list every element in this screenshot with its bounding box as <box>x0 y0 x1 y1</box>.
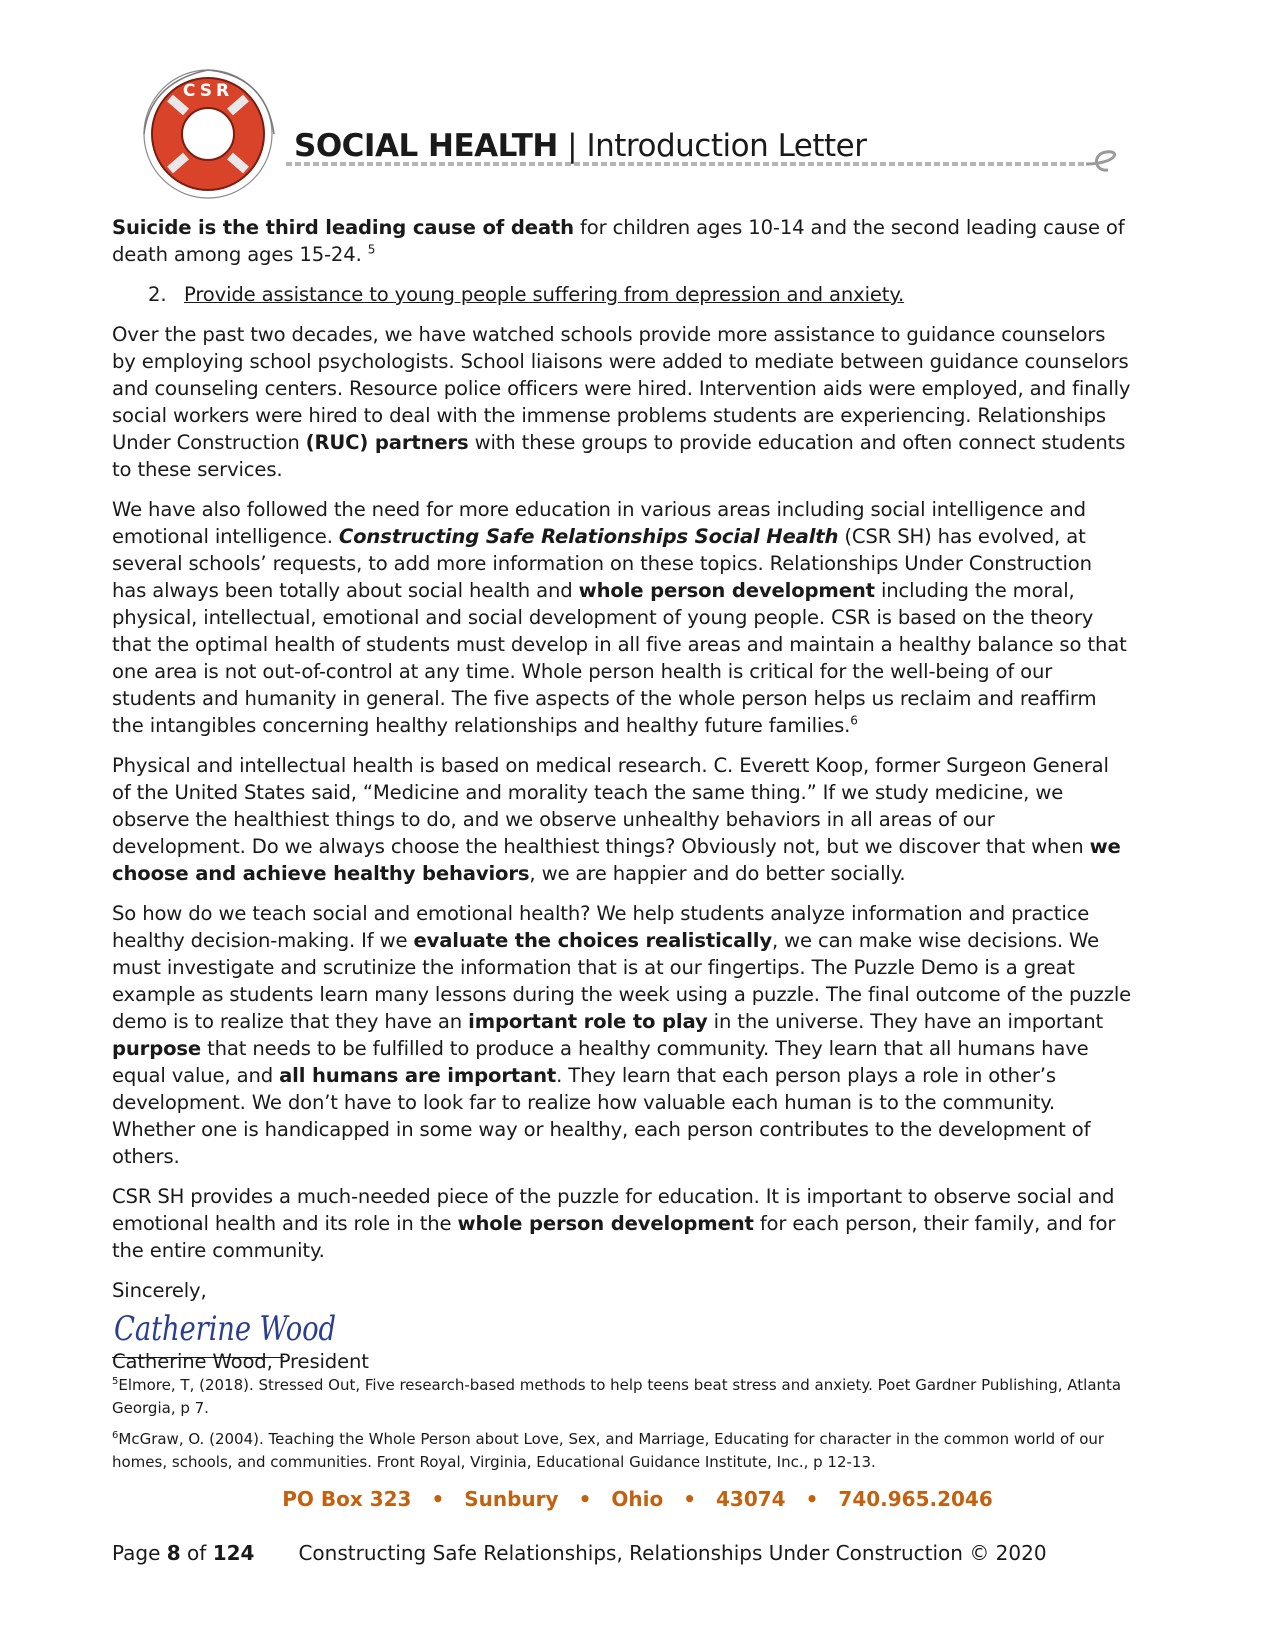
paragraph-text: that needs to be fulfilled to produce a healthy community. They learn that all humans have equal value, and <box>112 1037 1089 1087</box>
bullet-separator: • <box>683 1487 697 1511</box>
footnote-number: 5 <box>112 1376 119 1387</box>
title-rest: Introduction Letter <box>586 128 867 164</box>
paragraph-text: . They learn that each person plays a role in other’s development. We don’t have to look far to realize how valuable each human is to the community. Whether one is handicapped in some way or healthy, each person contributes to the development of others. <box>112 1064 1091 1168</box>
paragraph-text: for each person, their family, and for the entire community. <box>112 1212 1116 1262</box>
rope-divider <box>286 158 1124 188</box>
bold-text: purpose <box>112 1037 202 1060</box>
total-pages: 124 <box>212 1541 255 1565</box>
footnote-text: McGraw, O. (2004). Teaching the Whole Person about Love, Sex, and Marriage, Educating for character in the common world of our homes, schools, and communities. Front Royal, Virginia, Educational Guidance Institute, Inc., p 12-13. <box>112 1430 1105 1471</box>
bold-italic-text: Constructing Safe Relationships Social Health <box>338 525 839 548</box>
bold-text: Suicide is the third leading cause of death <box>112 216 574 239</box>
paragraph-teach <box>112 900 1132 1170</box>
contact-state: Ohio <box>611 1487 664 1511</box>
letter-body <box>112 214 1132 1375</box>
contact-po-box: PO Box 323 <box>282 1487 412 1511</box>
contact-city: Sunbury <box>464 1487 559 1511</box>
life-ring-logo <box>136 62 286 202</box>
list-text: Provide assistance to young people suffering from depression and anxiety. <box>184 283 905 306</box>
bullet-separator: • <box>431 1487 445 1511</box>
signature-text: Catherine Wood <box>114 1309 336 1349</box>
paragraph-text: (CSR SH) has evolved, at several schools’ requests, to add more information on these topics. Relationships Under Construction has always been totally about social health and <box>112 525 1092 602</box>
contact-phone: 740.965.2046 <box>838 1487 993 1511</box>
copyright: Constructing Safe Relationships, Relationships Under Construction © 2020 <box>298 1541 1047 1565</box>
footnote-ref: 6 <box>850 713 858 728</box>
handwritten-signature <box>112 1298 342 1354</box>
page-label: Page <box>112 1541 167 1565</box>
paragraph-text: including the moral, physical, intellectual, emotional and social development of young people. CSR is based on the theory that the optimal health of students must develop in all five areas and maintain a healthy balance so that one area is not out-of-control at any time. Whole person health is critical for the well-being of our students and humanity in general. The five aspects of the whole person helps us reclaim and reaffirm the intangibles concerning healthy relationships and healthy future families. <box>112 579 1127 737</box>
page-header <box>136 62 1146 202</box>
bullet-separator: • <box>805 1487 819 1511</box>
footnote-ref: 5 <box>367 242 376 257</box>
contact-bar <box>0 1487 1275 1511</box>
bold-text: important role to play <box>468 1010 708 1033</box>
footnote-text: Elmore, T, (2018). Stressed Out, Five research-based methods to help teens beat stress and anxiety. Poet Gardner Publishing, Atlanta Georgia, p 7. <box>112 1376 1122 1417</box>
list-item <box>112 281 1132 308</box>
paragraph-education <box>112 496 1132 739</box>
title-strong: SOCIAL HEALTH <box>294 128 558 164</box>
paragraph-text: CSR SH provides a much-needed piece of the puzzle for education. It is important to observe social and emotional health and its role in the <box>112 1185 1115 1235</box>
bold-text: (RUC) partners <box>305 431 469 454</box>
paragraph-text: in the universe. They have an important <box>707 1010 1104 1033</box>
list-number: 2. <box>148 283 167 306</box>
paragraph-text: for children ages 10-14 and the second leading cause of death among ages 15-24. <box>112 216 1125 266</box>
of-label: of <box>180 1541 213 1565</box>
footnote-number: 6 <box>112 1430 119 1441</box>
footnote-5 <box>112 1374 1132 1420</box>
paragraph-physical <box>112 752 1132 887</box>
bullet-separator: • <box>578 1487 592 1511</box>
footnote-divider <box>112 1357 284 1358</box>
bold-text: we choose and achieve healthy behaviors <box>112 835 1121 885</box>
footnotes <box>112 1374 1132 1482</box>
paragraph-text: with these groups to provide education and often connect students to these services. <box>112 431 1126 481</box>
page-number: 8 <box>166 1541 181 1565</box>
signer-name: Catherine Wood, President <box>112 1350 369 1373</box>
logo-text: CSR <box>182 81 234 101</box>
paragraph-text: So how do we teach social and emotional health? We help students analyze information and practice healthy decision-making. If we <box>112 902 1090 952</box>
contact-zip: 43074 <box>716 1487 786 1511</box>
bold-text: whole person development <box>578 579 875 602</box>
paragraph-text: We have also followed the need for more education in various areas including social intelligence and emotional intelligence. <box>112 498 1086 548</box>
bold-text: evaluate the choices realistically <box>413 929 772 952</box>
bold-text: all humans are important <box>279 1064 557 1087</box>
footnote-6 <box>112 1428 1132 1474</box>
closing: Sincerely, <box>112 1279 207 1302</box>
title-separator: | <box>557 128 587 164</box>
paragraph-text: , we can make wise decisions. We must investigate and scrutinize the information that is at our fingertips. The Puzzle Demo is a great example as students learn many lessons during the week using a puzzle. The final outcome of the puzzle demo is to realize that they have an <box>112 929 1132 1033</box>
paragraph-suicide <box>112 214 1132 268</box>
paragraph-text: Physical and intellectual health is based on medical research. C. Everett Koop, former Surgeon General of the United States said, “Medicine and morality teach the same thing.” If we study medicine, we observe the healthiest things to do, and we observe unhealthy behaviors in all areas of our development. Do we always choose the healthiest things? Obviously not, but we discover that when <box>112 754 1109 858</box>
signature <box>112 1298 1132 1354</box>
paragraph-text: , we are happier and do better socially. <box>529 862 906 885</box>
paragraph-schools <box>112 321 1132 483</box>
paragraph-conclusion <box>112 1183 1132 1264</box>
paragraph-text: Over the past two decades, we have watched schools provide more assistance to guidance counselors by employing school psychologists. School liaisons were added to mediate between guidance counselors and counseling centers. Resource police officers were hired. Intervention aids were employed, and finally social workers were hired to deal with the immense problems students are experiencing. Relationships Under Construction <box>112 323 1131 454</box>
bold-text: whole person development <box>457 1212 754 1235</box>
page-footer <box>112 1541 1047 1565</box>
